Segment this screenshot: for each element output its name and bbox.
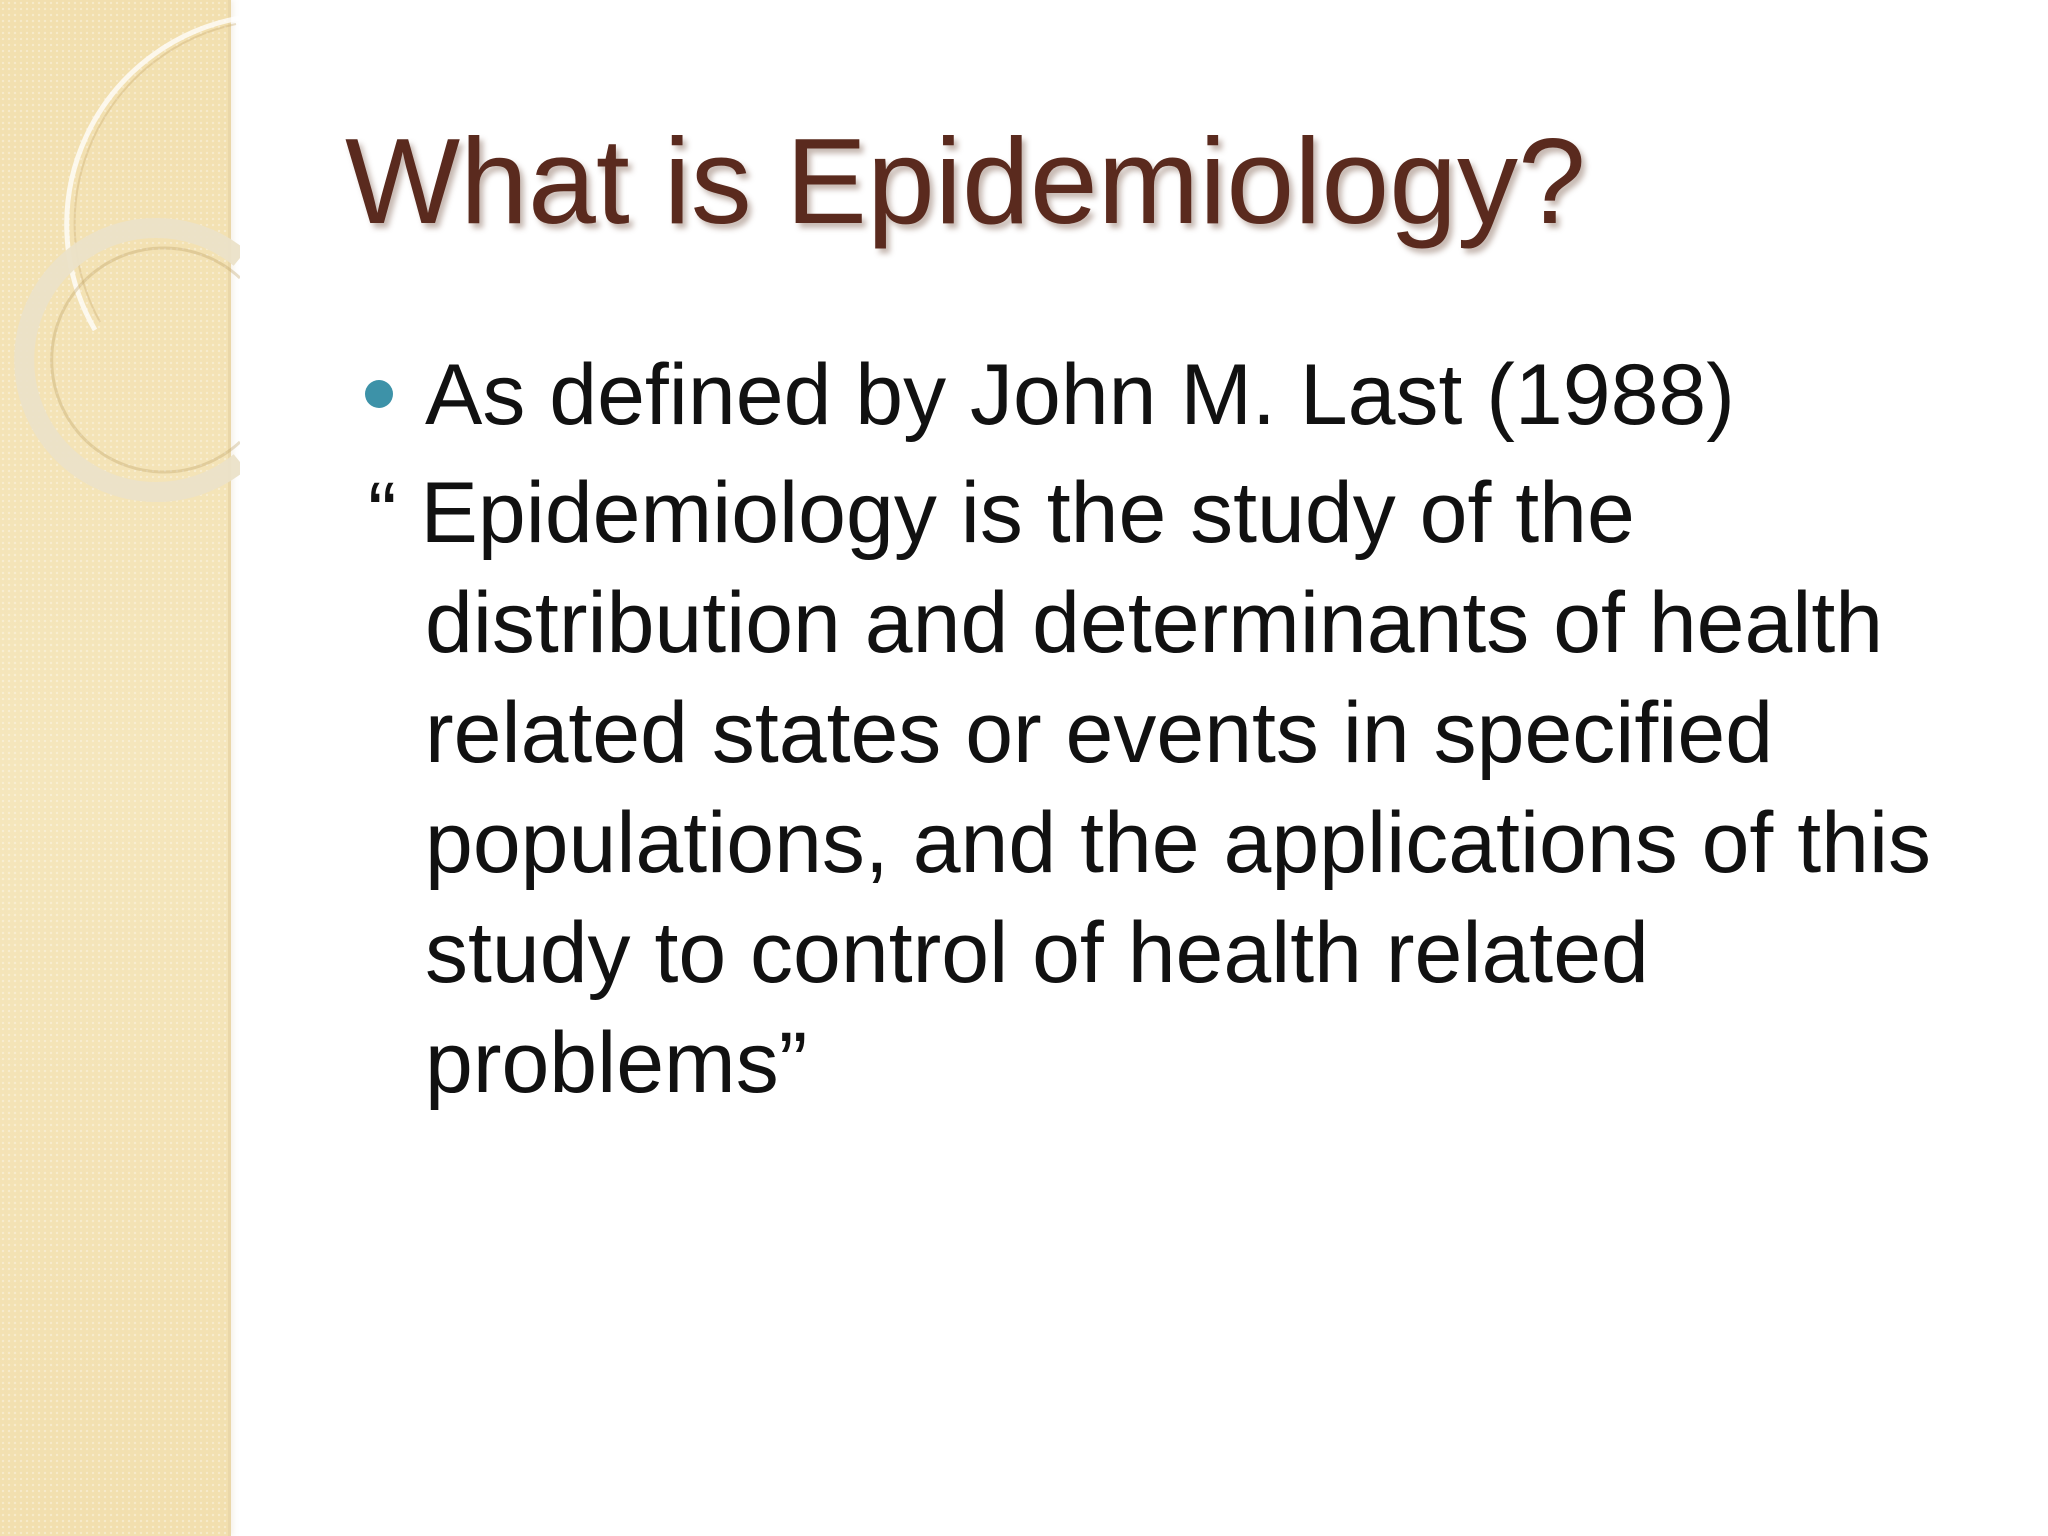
decorative-sidebar	[0, 0, 231, 1536]
bullet-text: As defined by John M. Last (1988)	[425, 347, 1735, 443]
bullet-item	[360, 340, 2020, 450]
slide-body	[360, 340, 2020, 1118]
slide-title: What is Epidemiology?	[345, 113, 1586, 249]
bullet-dot-icon	[365, 380, 393, 408]
definition-quote: “ Epidemiology is the study of the distribution and determinants of health related states or events in specified populations, and the applications of this study to control of health related problems”	[368, 465, 1932, 1111]
